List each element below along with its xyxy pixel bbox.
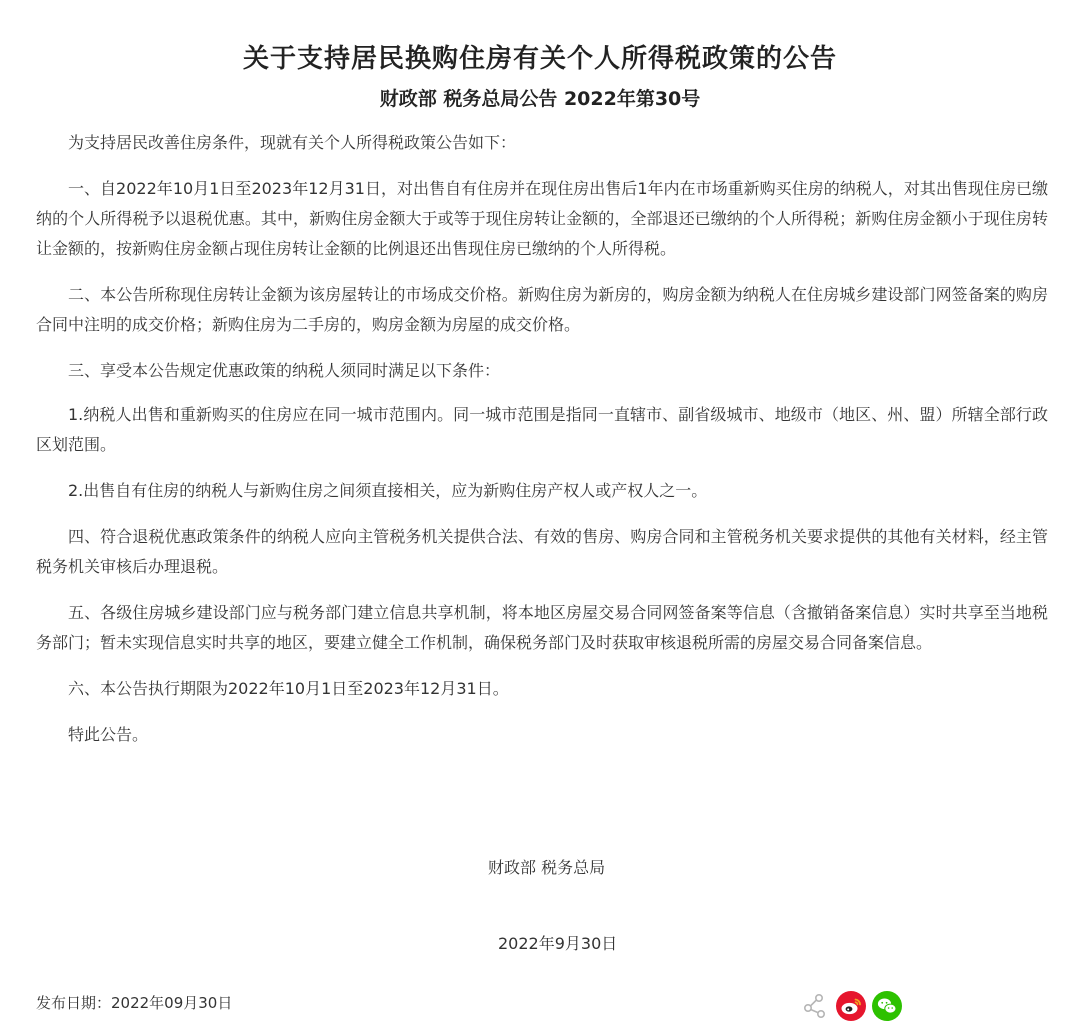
page-title: 关于支持居民换购住房有关个人所得税政策的公告 — [242, 44, 837, 75]
paragraph-article-5: 五、各级住房城乡建设部门应与税务部门建立信息共享机制，将本地区房屋交易合同网签备案等信息（含撤销备案信息）实时共享至当地税务部门；暂未实现信息实时共享的地区，要建立健全工作机制，确保税务部门及时获取审核退税所需的房屋交易合同备案信息。 — [36, 603, 1048, 652]
paragraph-intro: 为支持居民改善住房条件，现就有关个人所得税政策公告如下： — [68, 133, 517, 152]
paragraph-article-3: 三、享受本公告规定优惠政策的纳税人须同时满足以下条件： — [68, 361, 501, 380]
paragraph-closing: 特此公告。 — [68, 725, 149, 744]
paragraph-condition-1: 1.纳税人出售和重新购买的住房应在同一城市范围内。同一城市范围是指同一直辖市、副省级城市、地级市（地区、州、盟）所辖全部行政区划范围。 — [36, 405, 1048, 454]
weibo-icon[interactable] — [836, 991, 866, 1021]
share-bar — [800, 991, 910, 1021]
wechat-icon[interactable] — [872, 991, 902, 1021]
publish-date: 发布日期：2022年09月30日 — [36, 994, 233, 1012]
signature-department: 财政部 税务总局 — [488, 858, 606, 877]
paragraph-condition-2: 2.出售自有住房的纳税人与新购住房之间须直接相关，应为新购住房产权人或产权人之一。 — [68, 481, 708, 500]
paragraph-article-1: 一、自2022年10月1日至2023年12月31日，对出售自有住房并在现住房出售后1年内在市场重新购买住房的纳税人，对其出售现住房已缴纳的个人所得税予以退税优惠。其中，新购住房金额大于或等于现住房转让金额的，全部退还已缴纳的个人所得税；新购住房金额小于现住房转让金额的，按新购住房金额占现住房转让金额的比例退还出售现住房已缴纳的个人所得税。 — [36, 179, 1048, 258]
paragraph-article-6: 六、本公告执行期限为2022年10月1日至2023年12月31日。 — [68, 679, 509, 698]
paragraph-article-4: 四、符合退税优惠政策条件的纳税人应向主管税务机关提供合法、有效的售房、购房合同和主管税务机关要求提供的其他有关材料，经主管税务机关审核后办理退税。 — [36, 527, 1048, 576]
paragraph-article-2: 二、本公告所称现住房转让金额为该房屋转让的市场成交价格。新购住房为新房的，购房金额为纳税人在住房城乡建设部门网签备案的购房合同中注明的成交价格；新购住房为二手房的，购房金额为房屋的成交价格。 — [36, 285, 1048, 334]
share-icon[interactable] — [800, 991, 830, 1021]
document-number: 财政部 税务总局公告 2022年第30号 — [379, 88, 701, 110]
document-body — [36, 128, 1048, 766]
signature-date: 2022年9月30日 — [498, 934, 618, 953]
